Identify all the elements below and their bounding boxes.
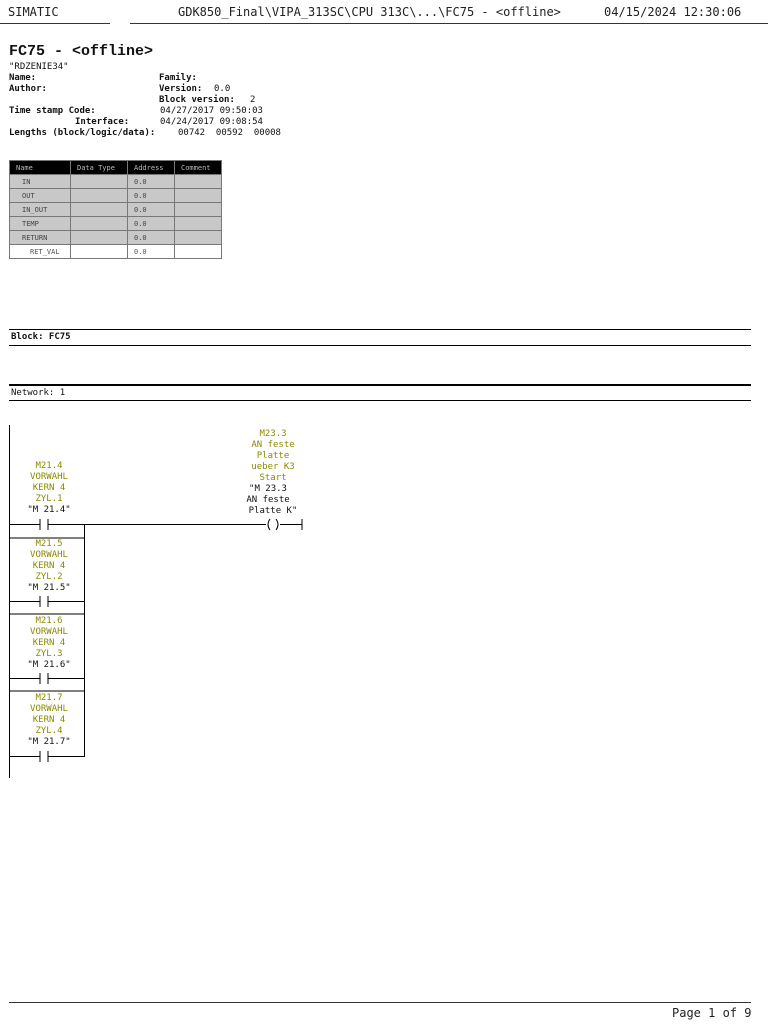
table-row [10, 231, 222, 245]
app-name: SIMATIC [8, 5, 59, 19]
contact-4-comment: VORWAHL [30, 704, 68, 714]
coil-comment: Start [259, 473, 287, 483]
table-row [10, 175, 222, 189]
contact-4-comment: KERN 4 [32, 715, 66, 725]
timestamp-code-value: 04/27/2017 09:50:03 [160, 106, 263, 116]
row-type [71, 217, 128, 231]
row-comment [175, 189, 222, 203]
header-rule-right [130, 23, 768, 24]
row-address: 0.0 [128, 203, 175, 217]
row-name: IN_OUT [10, 203, 71, 217]
interface-table [9, 160, 222, 259]
version-value: 0.0 [214, 84, 231, 94]
coil-symbol: AN feste [246, 495, 290, 505]
coil-symbol: "M 23.3 [249, 484, 287, 494]
row-address: 0.0 [128, 189, 175, 203]
row-comment [175, 231, 222, 245]
project-path: GDK850_Final\VIPA_313SC\CPU 313C\...\FC75 - <offline> [178, 5, 561, 19]
col-header-address: Address [128, 161, 175, 175]
coil-comment: AN feste [251, 440, 295, 450]
col-header-type: Data Type [71, 161, 128, 175]
row-comment [175, 217, 222, 231]
table-row [10, 203, 222, 217]
row-name: RET_VAL [10, 245, 71, 259]
contact-3-comment: ZYL.3 [35, 649, 63, 659]
page-number: Page 1 of 9 [672, 1006, 752, 1020]
contact-1-comment: KERN 4 [32, 483, 66, 493]
contact-2-symbol: "M 21.5" [27, 583, 71, 593]
footer-rule [9, 1002, 751, 1003]
row-comment [175, 175, 222, 189]
col-header-name: Name [10, 161, 71, 175]
contact-3-comment: VORWAHL [30, 627, 68, 637]
print-datetime: 04/15/2024 12:30:06 [604, 5, 742, 19]
contact-3-operand: M21.6 [35, 616, 63, 626]
contact-1-comment: ZYL.1 [35, 494, 63, 504]
row-comment [175, 203, 222, 217]
contact-2-comment: ZYL.2 [35, 572, 63, 582]
ladder-wiring [0, 510, 320, 770]
row-address: 0.0 [128, 175, 175, 189]
row-name: OUT [10, 189, 71, 203]
lengths-value: 00742 00592 00008 [178, 128, 281, 138]
lengths-label: Lengths (block/logic/data): [9, 128, 156, 138]
family-label: Family: [159, 73, 197, 83]
interface-value: 04/24/2017 09:08:54 [160, 117, 263, 127]
contact-4-operand: M21.7 [35, 693, 63, 703]
contact-4-comment: ZYL.4 [35, 726, 63, 736]
block-title: FC75 - <offline> [9, 43, 154, 60]
row-type [71, 189, 128, 203]
block-box: Block: FC75 [9, 329, 751, 346]
block-symbol: "RDZENIE34" [9, 62, 69, 72]
contact-2-operand: M21.5 [35, 539, 63, 549]
coil-comment: ueber K3 [251, 462, 295, 472]
table-row [10, 245, 222, 259]
contact-1-symbol: "M 21.4" [27, 505, 71, 515]
contact-4-symbol: "M 21.7" [27, 737, 71, 747]
row-name: TEMP [10, 217, 71, 231]
contact-2-comment: KERN 4 [32, 561, 66, 571]
contact-3-symbol: "M 21.6" [27, 660, 71, 670]
row-type [71, 231, 128, 245]
version-label: Version: [159, 84, 203, 94]
row-comment [175, 245, 222, 259]
coil-symbol: Platte K" [248, 506, 298, 516]
contact-1-comment: VORWAHL [30, 472, 68, 482]
row-type [71, 203, 128, 217]
contact-2-comment: VORWAHL [30, 550, 68, 560]
row-address: 0.0 [128, 231, 175, 245]
contact-3-comment: KERN 4 [32, 638, 66, 648]
contact-1-operand: M21.4 [35, 461, 63, 471]
interface-label: Interface: [75, 117, 130, 127]
author-label: Author: [9, 84, 47, 94]
row-name: IN [10, 175, 71, 189]
network-box: Network: 1 [9, 384, 751, 401]
row-type [71, 245, 128, 259]
block-version-label: Block version: [159, 95, 235, 105]
table-row [10, 189, 222, 203]
row-address: 0.0 [128, 245, 175, 259]
header-rule-left [0, 23, 110, 24]
row-address: 0.0 [128, 217, 175, 231]
timestamp-code-label: Time stamp Code: [9, 106, 96, 116]
table-row [10, 217, 222, 231]
name-label: Name: [9, 73, 37, 83]
block-version-value: 2 [250, 95, 256, 105]
coil-operand: M23.3 [259, 429, 287, 439]
row-type [71, 175, 128, 189]
coil-comment: Platte [256, 451, 290, 461]
col-header-comment: Comment [175, 161, 222, 175]
row-name: RETURN [10, 231, 71, 245]
